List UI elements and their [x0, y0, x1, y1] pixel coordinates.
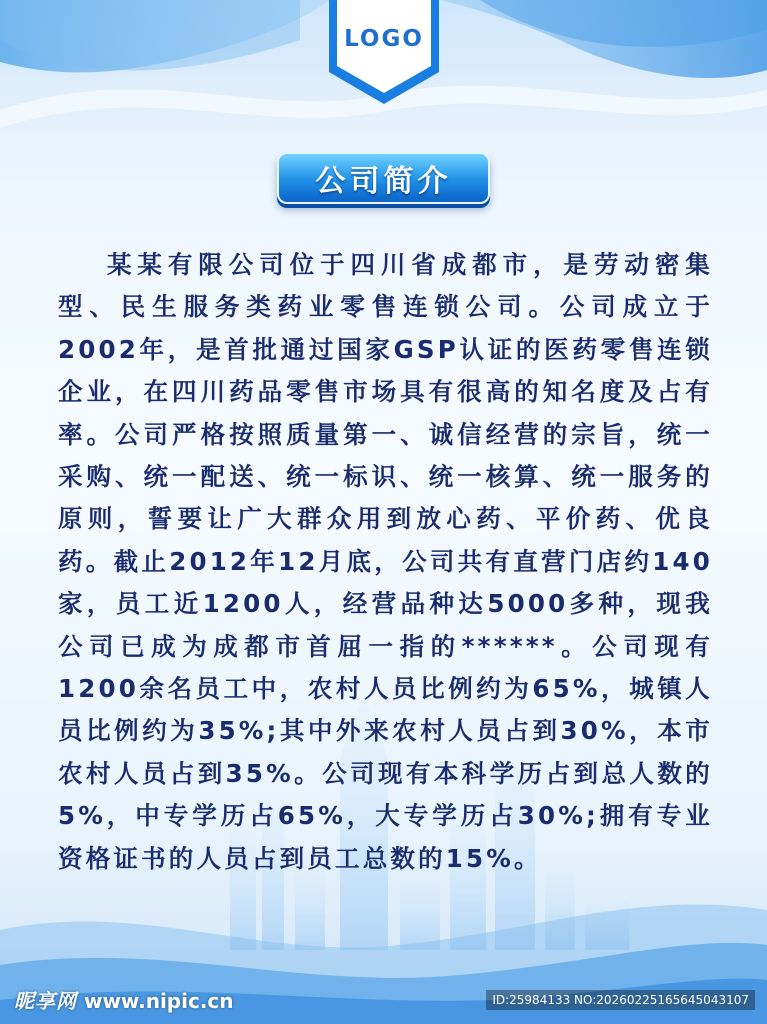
page-title: 公司简介 [315, 164, 452, 199]
site-watermark [14, 985, 234, 1014]
logo-shield [327, 0, 441, 104]
image-id-watermark: ID:25984133 NO:20260225165645043107 [486, 990, 755, 1010]
site-url: www.nipic.cn [83, 989, 234, 1013]
title-badge [277, 152, 490, 204]
logo-text: LOGO [344, 26, 424, 52]
intro-paragraph: 某某有限公司位于四川省成都市，是劳动密集型、民生服务类药业零售连锁公司。公司成立于2002年，是首批通过国家GSP认证的医药零售连锁企业，在四川药品零售市场具有很高的知名度及占有率。公司严格按照质量第一、诚信经营的宗旨，统一采购、统一配送、统一标识、统一核算、统一服务的原则，誓要让广大群众用到放心药、平价药、优良药。截止2012年12月底，公司共有直营门店约140家，员工近1200人，经营品种达5000多种，现我公司已成为成都市首屈一指的******。公司现有1200余名员工中，农村人员比例约为65%，城镇人员比例约为35%;其中外来农村人员占到30%，本市农村人员占到35%。公司现有本科学历占到总人数的5%，中专学历占65%，大专学历占30%;拥有专业资格证书的人员占到员工总数的15%。 [58, 250, 713, 873]
site-name: 昵享网 [14, 989, 77, 1013]
